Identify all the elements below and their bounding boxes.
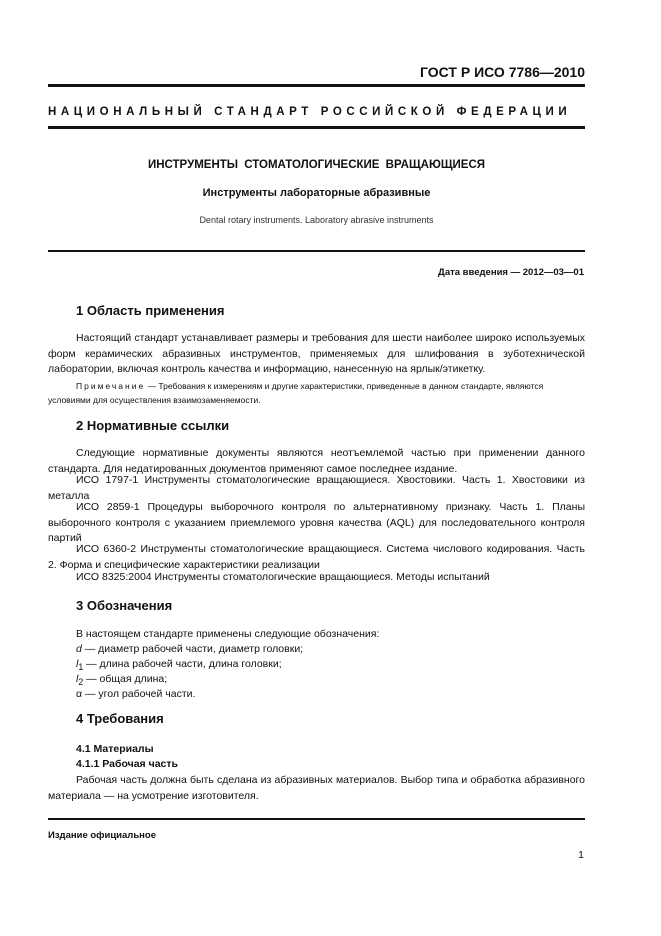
section-1-heading: 1 Область применения [76, 303, 225, 318]
symbol-desc: — общая длина; [83, 673, 168, 685]
header-rule [48, 84, 585, 87]
standard-code: ГОСТ Р ИСО 7786—2010 [420, 64, 585, 80]
note-label: Примечание [76, 381, 146, 391]
symbol-name: l [76, 658, 79, 670]
footer-rule [48, 818, 585, 820]
symbol-desc: — угол рабочей части. [82, 688, 196, 700]
symbol-name: α [76, 688, 83, 700]
section-3-intro: В настоящем стандарте применены следующие обозначения: [76, 628, 380, 640]
introduction-date: Дата введения — 2012—03—01 [438, 267, 584, 278]
title-rule [48, 250, 585, 252]
symbol-name: d [76, 643, 82, 655]
subsection-4-1-1-heading: 4.1.1 Рабочая часть [76, 758, 178, 770]
document-subtitle: Инструменты лабораторные абразивные [202, 187, 431, 199]
page-number: 1 [578, 849, 584, 861]
section-2-heading: 2 Нормативные ссылки [76, 418, 230, 433]
section-2-intro: Следующие нормативные документы являются неотъемлемой частью при применении данного стандарта. Для недатированных документов применяют самое последнее издание. [48, 447, 585, 475]
edition-label: Издание официальное [48, 830, 156, 841]
symbol-desc: — диаметр рабочей части, диаметр головки; [81, 643, 304, 655]
symbol-sub: 2 [78, 677, 84, 688]
symbol-desc: — длина рабочей части, длина головки; [83, 658, 282, 670]
english-title: Dental rotary instruments. Laboratory abrasive instruments [199, 215, 434, 225]
reference-item: ИСО 2859-1 Процедуры выборочного контроля по альтернативному признаку. Часть 1. Планы выборочного контроля с указанием приемлемого уровня качества (AQL) для последовательного контроля партий [48, 501, 585, 544]
reference-item: ИСО 8325:2004 Инструменты стоматологические вращающиеся. Методы испытаний [76, 571, 490, 583]
section-4-text: Рабочая часть должна быть сделана из абразивных материалов. Выбор типа и обработка абразивного материала — на усмотрение изготовителя. [48, 774, 585, 802]
subsection-4-1-heading: 4.1 Материалы [76, 743, 154, 755]
reference-item: ИСО 1797-1 Инструменты стоматологические вращающиеся. Хвостовики. Часть 1. Хвостовики из металла [48, 474, 585, 502]
symbol-sub: 1 [78, 662, 84, 673]
section-4-heading: 4 Требования [76, 711, 164, 726]
symbol-name: l [76, 673, 79, 685]
national-standard-title: НАЦИОНАЛЬНЫЙ СТАНДАРТ РОССИЙСКОЙ ФЕДЕРАЦИИ [48, 106, 572, 118]
section-1-text: Настоящий стандарт устанавливает размеры и требования для шести наиболее широко используемых форм керамических абразивных инструментов, применяемых для шлифования в зуботехнической лаборатории, включая контроль качества и информацию, нанесенную на ярлык/этикетку. [48, 332, 585, 375]
document-title: ИНСТРУМЕНТЫ СТОМАТОЛОГИЧЕСКИЕ ВРАЩАЮЩИЕСЯ [147, 159, 486, 171]
section-1-note [48, 379, 585, 407]
header-rule-2 [48, 126, 585, 129]
reference-item: ИСО 6360-2 Инструменты стоматологические вращающиеся. Система числового кодирования. Часть 2. Форма и специфические характеристики реализации [48, 543, 585, 571]
symbol-item [76, 687, 585, 706]
note-text: — Требования к измерениям и другие характеристики, приведенные в данном стандарте, являются условиями для осуществления взаимозаменяемости. [48, 381, 544, 405]
section-3-heading: 3 Обозначения [76, 598, 173, 613]
